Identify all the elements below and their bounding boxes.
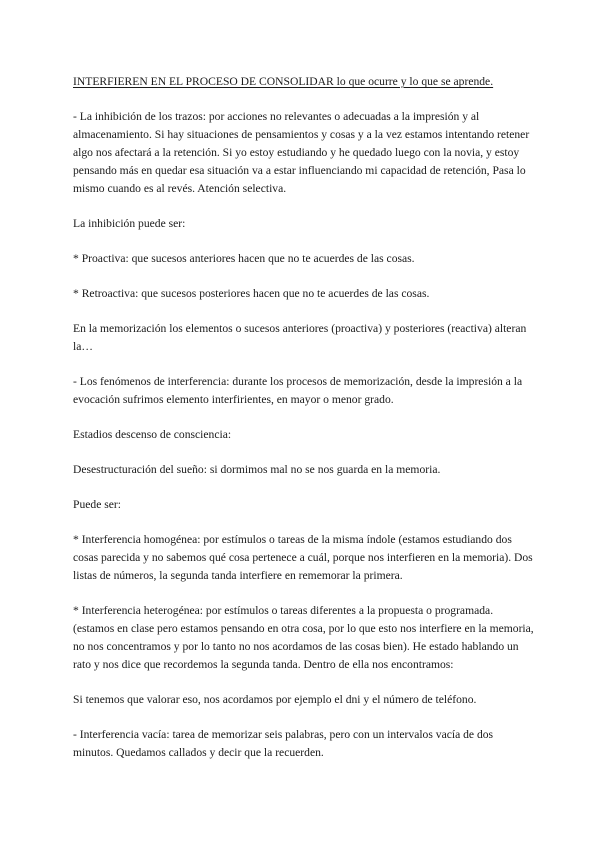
paragraph-inhibicion-puede-ser: La inhibición puede ser: bbox=[73, 217, 186, 230]
document-page bbox=[73, 73, 535, 779]
paragraph-interferencia-heterogenea: * Interferencia heterogénea: por estímulos o tareas diferentes a la propuesta o programada. (estamos en clase pero estamos pensando en otra cosa, por lo que esto nos interfiere en la memoria, no nos concentramos y por lo tanto no nos acordamos de las cosas bien). He estado hablando un rato y nos dice que recordemos la segunda tanda. Dentro de ella nos encontramos: bbox=[73, 604, 534, 671]
paragraph-desestructuracion: Desestructuración del sueño: si dormimos mal no se nos guarda en la memoria. bbox=[73, 463, 441, 476]
document-title: INTERFIEREN EN EL PROCESO DE CONSOLIDAR lo que ocurre y lo que se aprende. bbox=[73, 75, 494, 88]
paragraph-fenomenos-interferencia: - Los fenómenos de interferencia: durante los procesos de memorización, desde la impresión a la evocación sufrimos elemento interfirientes, en mayor o menor grado. bbox=[73, 375, 523, 406]
paragraph-memorizacion: En la memorización los elementos o sucesos anteriores (proactiva) y posteriores (reactiva) alteran la… bbox=[73, 322, 527, 353]
paragraph-interferencia-homogenea: * Interferencia homogénea: por estímulos o tareas de la misma índole (estamos estudiando dos cosas parecida y no sabemos qué cosa pertenece a cuál, porque nos interfieren en la memoria). Dos listas de números, la segunda tanda interfiere en rememorar la primera. bbox=[73, 533, 533, 582]
paragraph-interferencia-vacia: - Interferencia vacía: tarea de memorizar seis palabras, pero con un intervalos vacía de dos minutos. Quedamos callados y decir que la recuerden. bbox=[73, 728, 494, 759]
paragraph-retroactiva: * Retroactiva: que sucesos posteriores hacen que no te acuerdes de las cosas. bbox=[73, 287, 430, 300]
paragraph-proactiva: * Proactiva: que sucesos anteriores hacen que no te acuerdes de las cosas. bbox=[73, 252, 415, 265]
paragraph-puede-ser: Puede ser: bbox=[73, 498, 121, 511]
paragraph-inhibicion-trazos: - La inhibición de los trazos: por acciones no relevantes o adecuadas a la impresión y al almacenamiento. Si hay situaciones de pensamientos y cosas y a la vez estamos intentando retener algo nos afectará a la retención. Si yo estoy estudiando y he quedado luego con la novia, y estoy pensando más en quedar esa situación va a estar influenciando mi capacidad de retención, Pasa lo mismo cuando es al revés. Atención selectiva. bbox=[73, 110, 530, 195]
paragraph-valorar: Si tenemos que valorar eso, nos acordamos por ejemplo el dni y el número de teléfono. bbox=[73, 693, 477, 706]
paragraph-estadios: Estadios descenso de consciencia: bbox=[73, 428, 232, 441]
